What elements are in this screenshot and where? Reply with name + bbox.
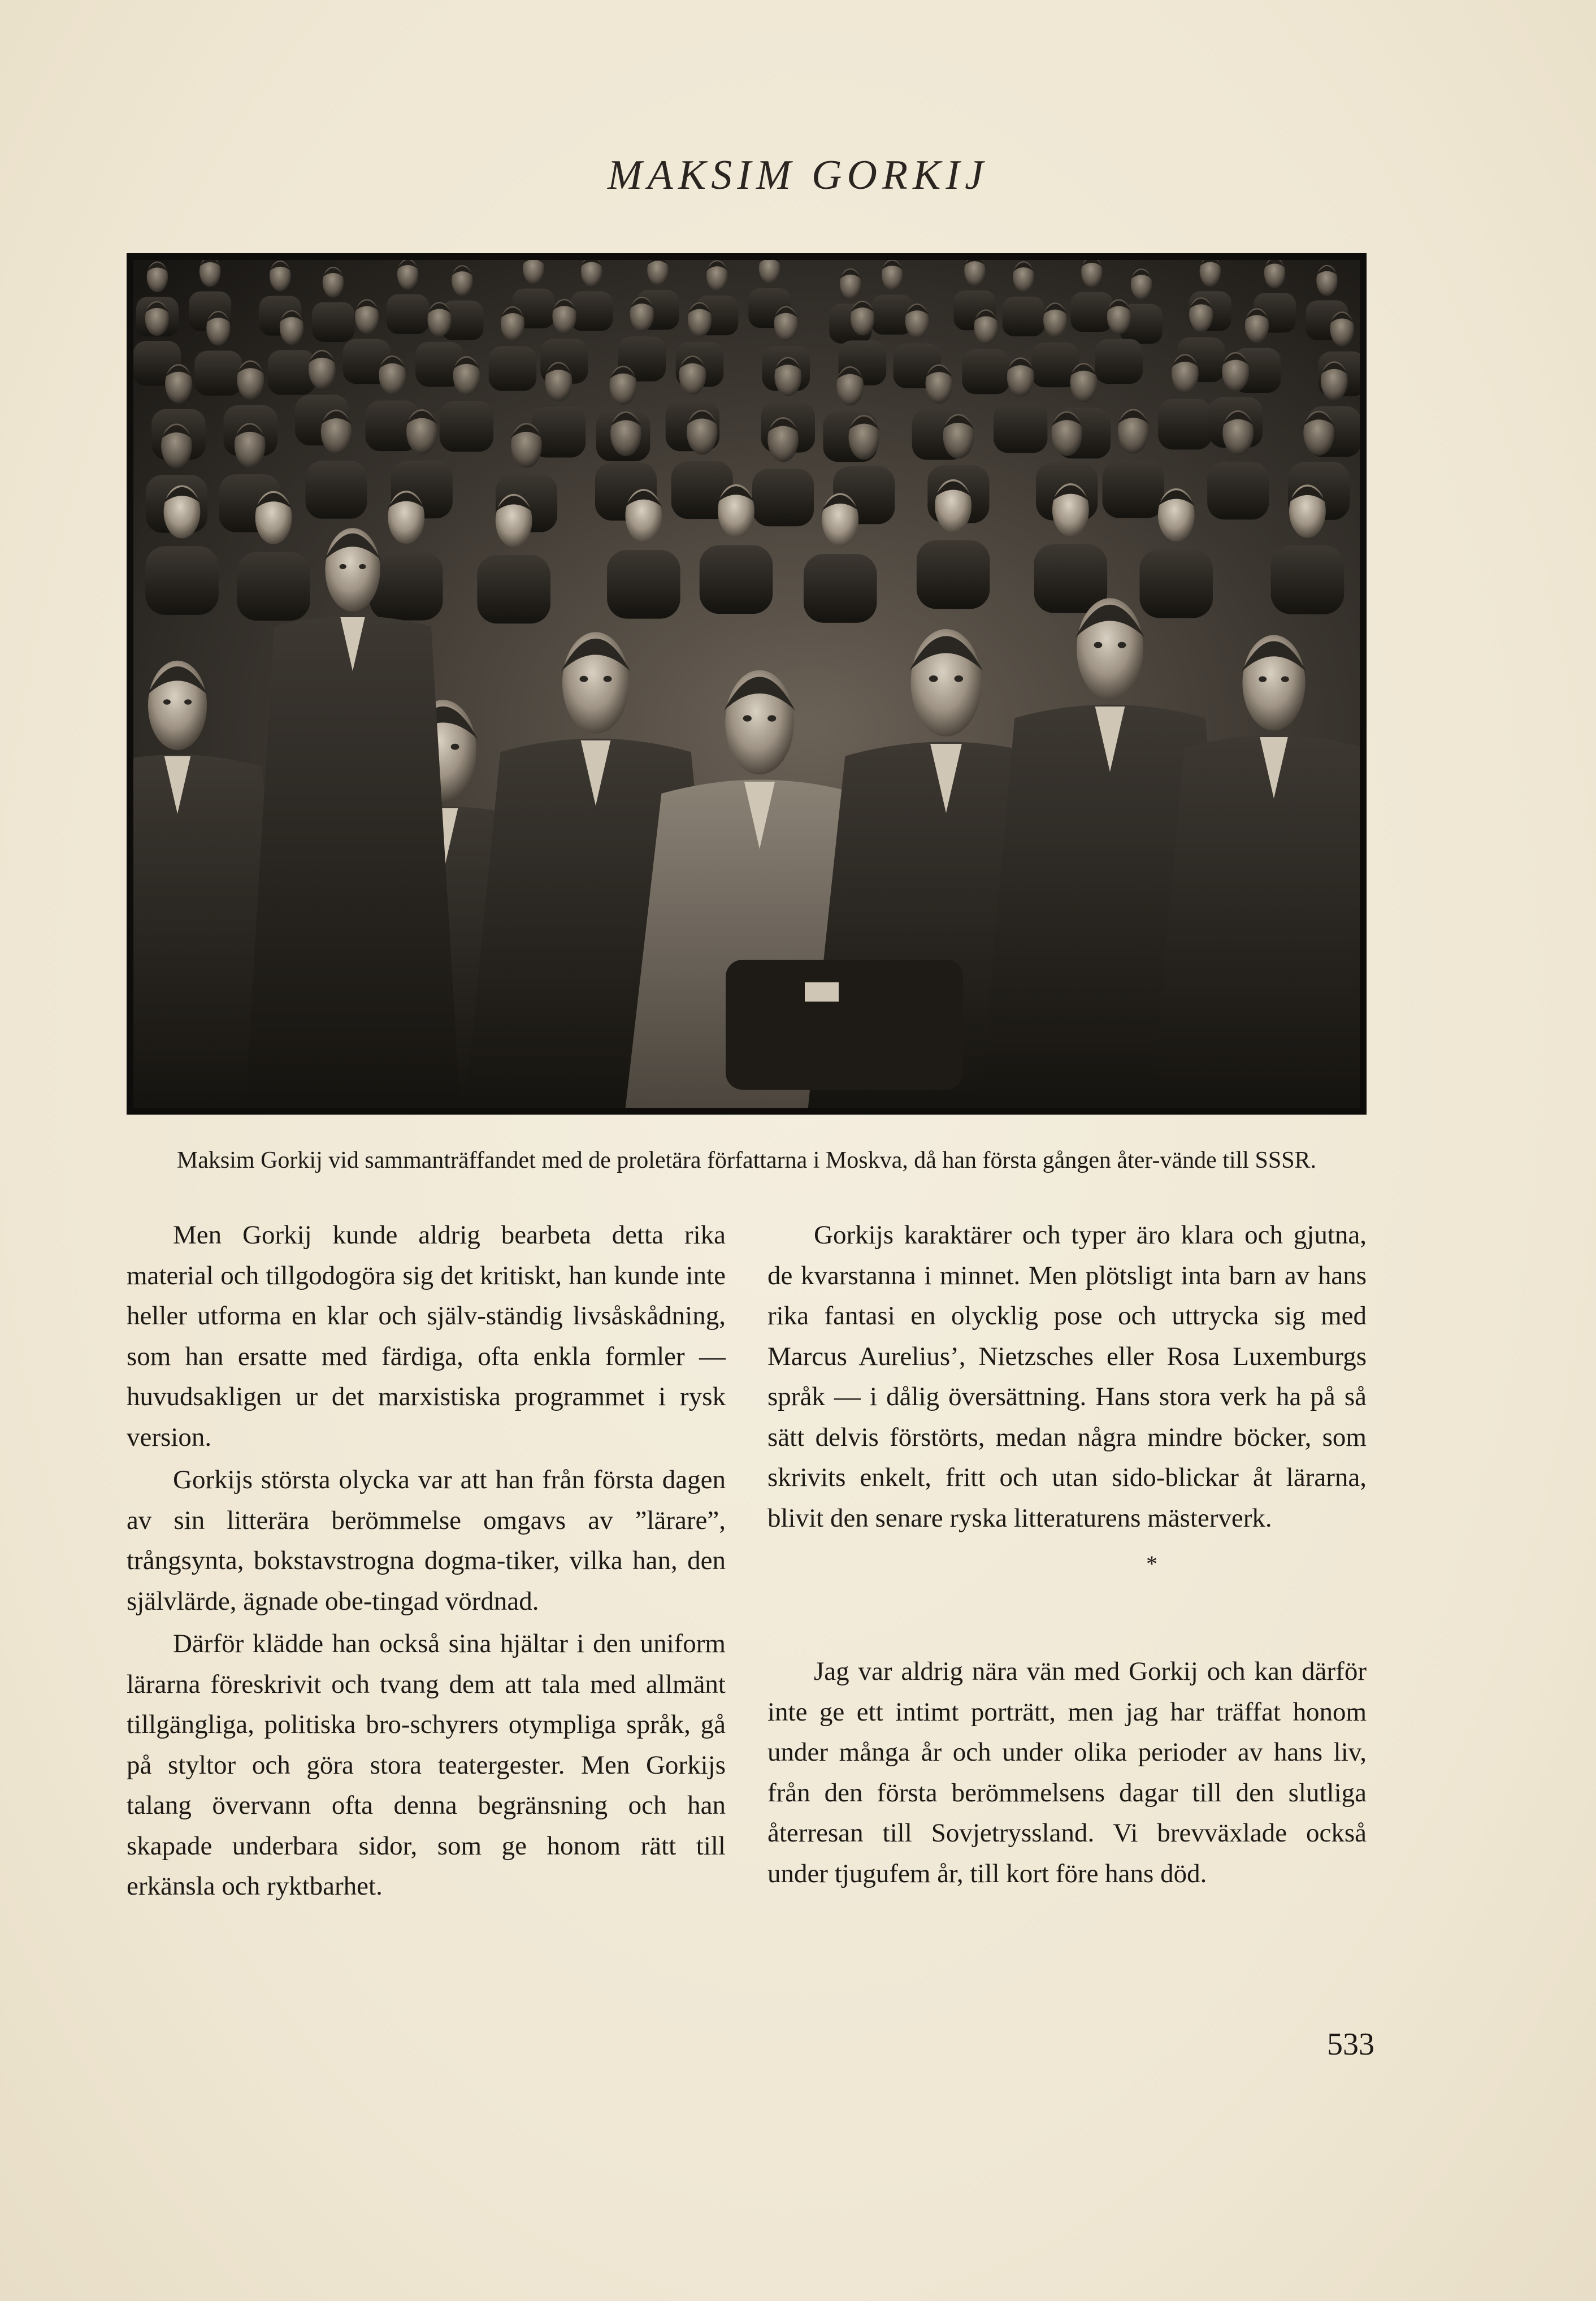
- figure-eye: [1094, 642, 1103, 648]
- figure-body: [312, 302, 354, 342]
- page-number: 533: [1327, 2027, 1374, 2062]
- figure-body: [1271, 545, 1345, 614]
- figure-body: [1095, 339, 1143, 384]
- figure-eye: [955, 675, 964, 682]
- figure-body: [370, 552, 443, 621]
- paragraph: Jag var aldrig nära vän med Gorkij och kan därför inte ge ett intimt porträtt, men jag har träffat honom under många år och under olika perioder av hans liv, från den första berömmelsens dagar till den slutliga återresan till Sovjetryssland. Vi brevväxlade också under tjugufem år, till kort före hans död.: [767, 1657, 1367, 1888]
- figure-body: [994, 402, 1047, 453]
- figure-body: [752, 469, 814, 526]
- figure-body: [387, 294, 429, 334]
- figure-body: [962, 349, 1010, 394]
- figure-body: [237, 552, 310, 621]
- figure-body: [145, 546, 219, 615]
- photo-illustration: [127, 253, 1367, 1115]
- text-column-left: [127, 1215, 726, 1909]
- figure-eye: [767, 715, 776, 721]
- paragraph: Därför klädde han också sina hjältar i den uniform lärarna föreskrivit och tvang dem att tala med allmänt tillgängliga, politiska bro-schyrers otympliga språk, gå på styltor och göra stora teatergester. Men Gorkijs talang övervann ofta denna begränsning och han skapade underbara sidor, som ge honom rätt till erkänsla och ryktbarhet.: [127, 1629, 726, 1901]
- figure-body: [607, 550, 680, 619]
- paragraph: Gorkijs största olycka var att han från första dagen av sin litterära berömmelse omgavs av ”lärare”, trångsynta, bokstavstrogna dogma-tiker, vilka han, den självlärde, ägnade obe-tingad vördnad.: [127, 1465, 726, 1616]
- text-column-right: [767, 1215, 1367, 1896]
- figure-body: [305, 461, 367, 518]
- running-title: MAKSIM GORKIJ: [608, 152, 988, 198]
- figure-body: [477, 555, 550, 624]
- bag-label: [805, 982, 839, 1002]
- figure-body: [804, 554, 877, 623]
- figure-body: [1070, 292, 1113, 332]
- figure-eye: [580, 676, 588, 682]
- leather-bag: [726, 960, 963, 1090]
- figure-body: [440, 401, 493, 452]
- crowd-photograph: [127, 253, 1367, 1115]
- figure-eye: [163, 699, 171, 705]
- figure-eye: [1259, 676, 1267, 682]
- figure-eye: [604, 676, 612, 682]
- figure-body: [570, 291, 613, 331]
- figure-eye: [451, 744, 459, 750]
- figure-body: [1139, 549, 1213, 618]
- figure-coat: [245, 616, 461, 1115]
- figure-body: [489, 346, 537, 391]
- figure-body: [268, 350, 316, 395]
- figure-body: [700, 545, 773, 614]
- figure-eye: [184, 699, 192, 705]
- paragraph: Men Gorkij kunde aldrig bearbeta detta rika material och tillgodogöra sig det kritiskt, han kunde inte heller utforma en klar och själv-ständig livsåskådning, som han ersatte med färdiga, ofta enkla formler — huvudsakligen ur det marxistiska programmet i rysk version.: [127, 1220, 726, 1452]
- figure-body: [1003, 297, 1045, 336]
- figure-coat: [1151, 735, 1367, 1115]
- paragraph: Gorkijs karaktärer och typer äro klara och gjutna, de kvarstanna i minnet. Men plötsligt inta barn av hans rika fantasi en olycklig pose och uttrycka sig med Marcus Aurelius’, Nietzsches eller Rosa Luxemburgs språk — i dålig översättning. Hans stora verk ha på så sätt delvis förstörts, medan några mindre böcker, som skrivits enkelt, fritt och utan sido-blickar åt lärarna, blivit den senare ryska litteraturens mästerverk.: [767, 1220, 1367, 1533]
- section-break: *: [1146, 1551, 1157, 1576]
- figure-body: [917, 540, 990, 609]
- figure-eye: [929, 675, 938, 682]
- figure-body: [1103, 460, 1164, 518]
- figure-eye: [1118, 642, 1126, 648]
- figure-eye: [743, 715, 752, 721]
- figure-body: [194, 350, 242, 395]
- figure-eye: [359, 564, 366, 569]
- figure-eye: [340, 564, 346, 569]
- figure-body: [1158, 399, 1212, 450]
- photo-caption: Maksim Gorkij vid sammanträffandet med de proletära författarna i Moskva, då han första gången åter-vände till SSSR.: [176, 1147, 1317, 1173]
- figure-eye: [1281, 676, 1289, 682]
- figure-body: [1207, 462, 1269, 519]
